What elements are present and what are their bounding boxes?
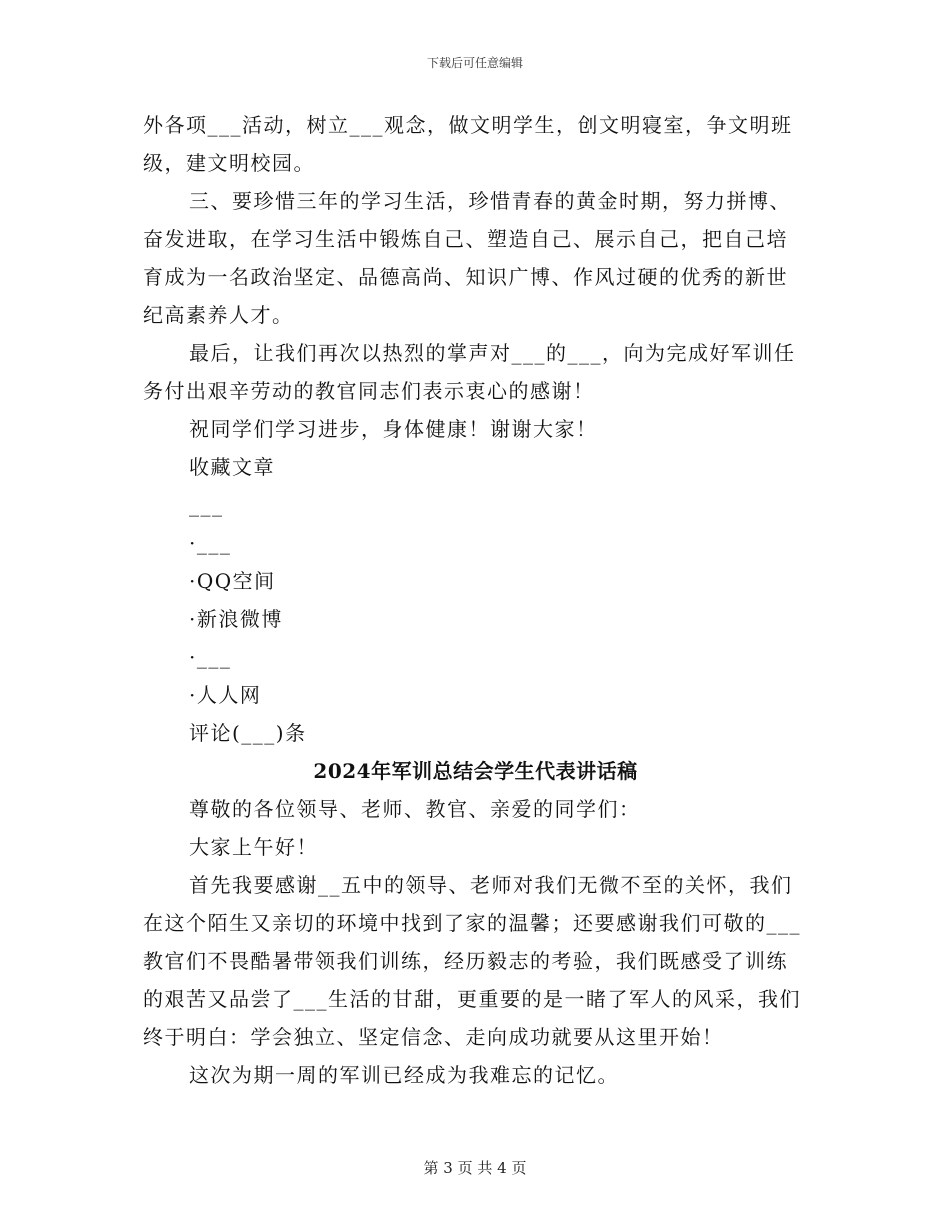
text-line: 三、要珍惜三年的学习生活，珍惜青春的黄金时期，努力拼博、 xyxy=(189,189,791,213)
text-line: 育成为一名政治坚定、品德高尚、知识广博、作风过硬的优秀的新世 xyxy=(143,265,788,289)
page-footer: 第 3 页 共 4 页 xyxy=(423,1159,527,1177)
text-line: 奋发进取，在学习生活中锻炼自己、塑造自己、展示自己，把自己培 xyxy=(143,227,788,251)
text-line: 祝同学们学习进步，身体健康！谢谢大家！ xyxy=(189,417,598,441)
page-header: 下载后可任意编辑 xyxy=(426,56,523,70)
comment-count-link[interactable]: 评论(___)条 xyxy=(189,721,307,745)
share-item-qq-zone[interactable]: ·QQ空间 xyxy=(189,569,276,593)
share-placeholder: ___ xyxy=(189,493,224,517)
text-line: 教官们不畏酷暑带领我们训练，经历毅志的考验，我们既感受了训练 xyxy=(143,949,788,973)
share-item[interactable]: ·___ xyxy=(189,531,232,555)
text-line: 最后，让我们再次以热烈的掌声对___的___，向为完成好军训任 xyxy=(189,341,796,365)
text-line: 大家上午好！ xyxy=(189,835,318,859)
document-body xyxy=(143,106,808,1094)
text-line: 外各项___活动，树立___观念，做文明学生，创文明寝室，争文明班 xyxy=(143,113,793,137)
text-line: 纪高素养人才。 xyxy=(143,303,294,327)
text-line: 尊敬的各位领导、老师、教官、亲爱的同学们： xyxy=(189,797,641,821)
text-line: 这次为期一周的军训已经成为我难忘的记忆。 xyxy=(189,1063,619,1087)
bookmark-article-link[interactable]: 收藏文章 xyxy=(189,455,275,479)
text-line: 级，建文明校园。 xyxy=(143,151,315,175)
section-title: 2024年军训总结会学生代表讲话稿 xyxy=(313,759,638,783)
text-line: 的艰苦又品尝了___生活的甘甜，更重要的是一睹了军人的风采，我们 xyxy=(143,987,801,1011)
share-item[interactable]: ·___ xyxy=(189,645,232,669)
text-line: 在这个陌生又亲切的环境中找到了家的温馨；还要感谢我们可敬的___ xyxy=(143,911,801,935)
share-item-renren[interactable]: ·人人网 xyxy=(189,683,262,707)
text-line: 终于明白：学会独立、坚定信念、走向成功就要从这里开始！ xyxy=(143,1025,724,1049)
text-line: 首先我要感谢__五中的领导、老师对我们无微不至的关怀，我们 xyxy=(189,873,793,897)
share-item-sina-weibo[interactable]: ·新浪微博 xyxy=(189,607,283,631)
text-line: 务付出艰辛劳动的教官同志们表示衷心的感谢！ xyxy=(143,379,595,403)
